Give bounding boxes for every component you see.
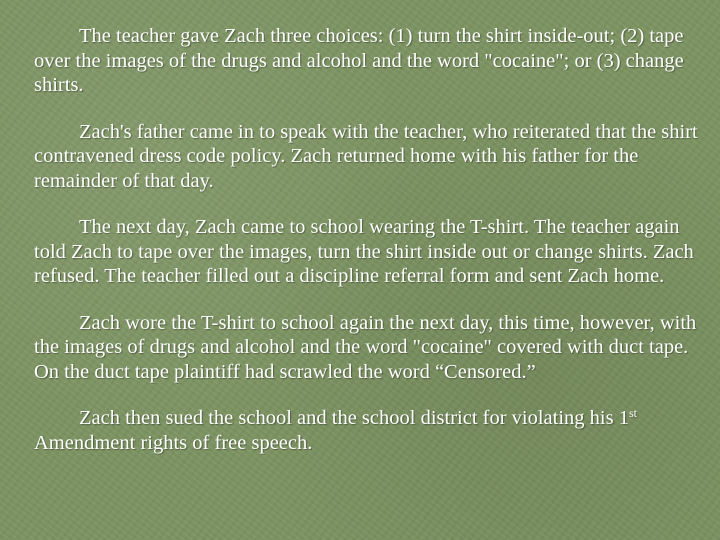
lawsuit-text-before: Zach then sued the school and the school district for violating his 1 [79, 407, 629, 429]
paragraph-duct-tape: Zach wore the T-shirt to school again the next day, this time, however, with the images of drugs and alcohol and the word "cocaine" covered with duct tape. On the duct tape plaintiff had scrawled the word “Censored.” [34, 311, 697, 383]
paragraph-next-day-refusal: The next day, Zach came to school wearing the T-shirt. The teacher again told Zach to tape over the images, turn the shirt inside out or change shirts. Zach refused. The teacher filled out a discipline referral form and sent Zach home. [34, 216, 694, 287]
paragraph-teacher-choices: The teacher gave Zach three choices: (1) turn the shirt inside-out; (2) tape over the images of the drugs and alcohol and the word "cocaine"; or (3) change shirts. [34, 25, 684, 96]
slide-body [34, 24, 714, 455]
paragraph-father-meeting: Zach's father came in to speak with the teacher, who reiterated that the shirt contravened dress code policy. Zach returned home with his father for the remainder of that day. [34, 120, 698, 192]
paragraph-lawsuit [34, 406, 714, 455]
lawsuit-text-after: Amendment rights of free speech. [34, 431, 313, 454]
ordinal-suffix: st [628, 406, 637, 420]
